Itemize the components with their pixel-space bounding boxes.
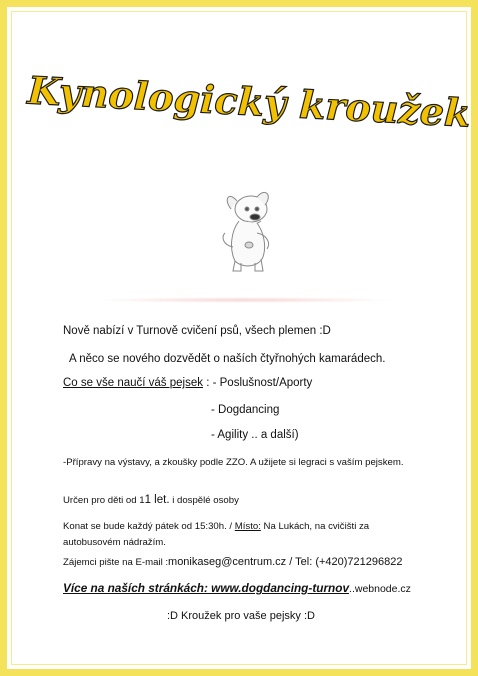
schedule-text bbox=[63, 519, 413, 551]
divider-line bbox=[95, 297, 395, 303]
schedule-place-label: Místo: bbox=[234, 521, 261, 532]
skills-separator: : - bbox=[203, 377, 220, 389]
title-text: Kynologický kroužek bbox=[26, 67, 472, 136]
audience-text-b: 1 let. bbox=[144, 494, 170, 506]
preparation-text: -Přípravy na výstavy, a zkoušky podle ZZO. A užijete si legraci s vaším pejskem. bbox=[63, 457, 404, 468]
website-link[interactable]: Více na naších stránkách: www.dogdancing-turnov bbox=[63, 581, 350, 595]
skills-line bbox=[63, 377, 312, 389]
flyer-title bbox=[26, 63, 472, 136]
skills-heading: Co se vše naučí váš pejsek bbox=[63, 377, 203, 389]
contact-email-link[interactable]: monikaseg@centrum.cz bbox=[168, 556, 287, 568]
skill-1: Poslušnost/Aporty bbox=[219, 377, 313, 389]
schedule-text-b: Na Lukách, na cvičišti za autobusovém nádražím. bbox=[63, 521, 370, 548]
contact-phone: / Tel: (+420)721296822 bbox=[286, 556, 403, 568]
contact-label: Zájemci pište na E-mail : bbox=[63, 557, 169, 568]
audience-line bbox=[63, 494, 239, 506]
closing-text: :D Kroužek pro vaše pejsky :D bbox=[167, 610, 315, 622]
intro-text: Nově nabízí v Turnově cvičení psů, všech plemen :D bbox=[63, 325, 331, 337]
learn-more-text: A něco se nového dozvědět o naších čtyřnohých kamarádech. bbox=[69, 353, 386, 365]
title-svg bbox=[26, 63, 472, 136]
contact-line bbox=[63, 556, 403, 568]
dog-illustration bbox=[213, 187, 283, 273]
website-suffix: ..webnode.cz bbox=[349, 583, 411, 595]
schedule-text-a: Konat se bude každý pátek od 15:30h. / bbox=[63, 521, 235, 532]
skill-2: - Dogdancing bbox=[211, 404, 280, 416]
audience-text-c: i dospělé osoby bbox=[169, 495, 239, 506]
skill-3: - Agility .. a další) bbox=[211, 429, 299, 441]
website-line bbox=[63, 581, 411, 595]
audience-text-a: Určen pro děti od 1 bbox=[63, 495, 145, 506]
dog-icon bbox=[213, 187, 283, 273]
